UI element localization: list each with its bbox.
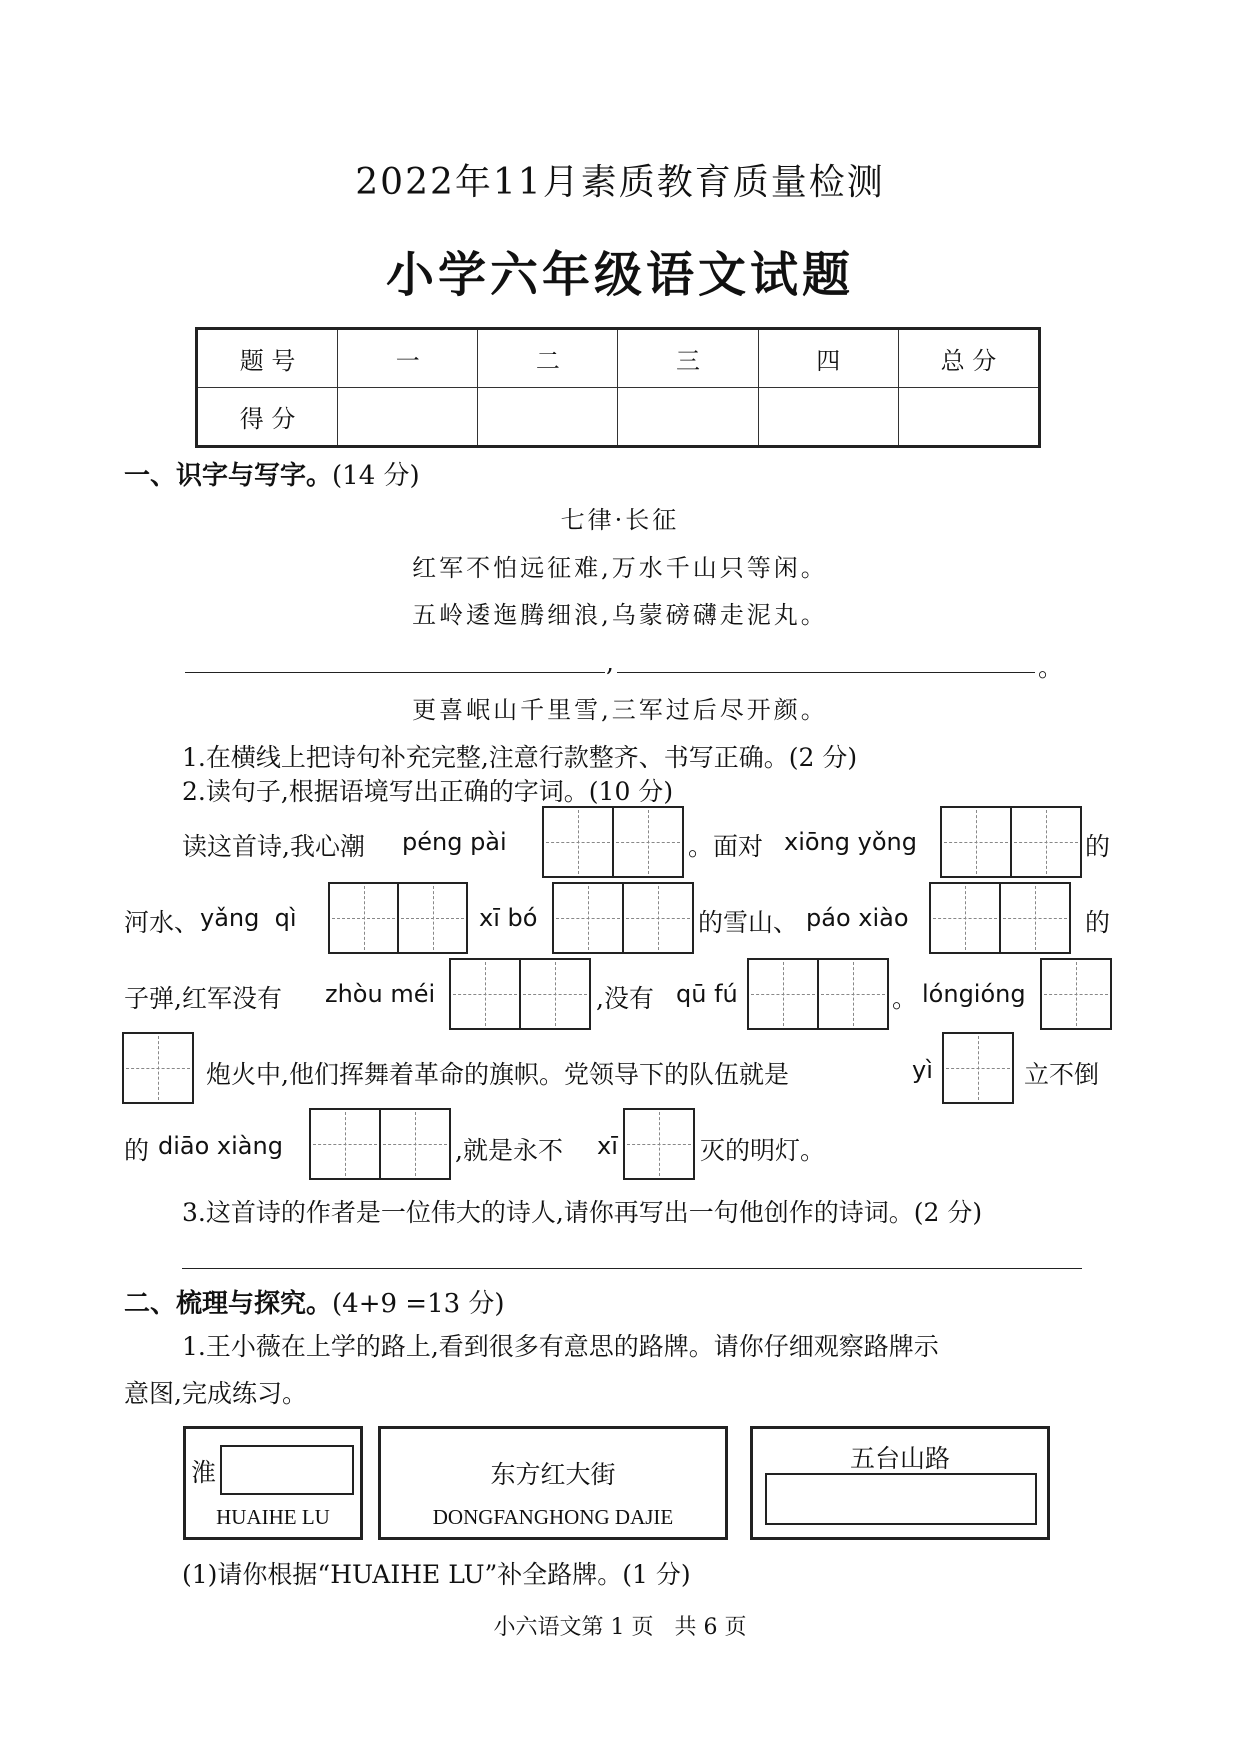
question-2-1-1: (1)请你根据“HUAIHE LU”补全路牌。(1 分): [182, 1560, 691, 1589]
pinyin-prompt: xī bó: [479, 904, 538, 932]
poem-title: 七律·长征: [560, 506, 680, 534]
score-header-cell: 总 分: [898, 329, 1039, 388]
sign-cn-text: 东方红大街: [490, 1460, 616, 1489]
passage-text: ,就是永不: [455, 1136, 563, 1165]
pinyin-prompt: lóngióng: [922, 980, 1026, 1008]
passage-text: 。面对: [688, 832, 764, 861]
answer-boxes[interactable]: [309, 1108, 451, 1180]
question-2-1-line2: 意图,完成练习。: [124, 1379, 307, 1408]
poem-blank-line-2[interactable]: [617, 672, 1035, 673]
score-table-header-row: [197, 329, 1040, 388]
exam-title: 2022年11月素质教育质量检测: [355, 162, 885, 203]
passage-text: ,没有: [596, 984, 654, 1013]
answer-boxes[interactable]: [449, 958, 591, 1030]
answer-boxes[interactable]: [552, 882, 694, 954]
score-table: [195, 327, 1041, 448]
passage-text: 子弹,红军没有: [124, 984, 282, 1013]
sign-cn-text: 五台山路: [849, 1444, 950, 1473]
passage-text: 立不倒: [1024, 1060, 1100, 1089]
poem-blank-comma: ,: [606, 648, 614, 677]
score-cell[interactable]: [618, 388, 758, 447]
sign-cn-text: 淮: [191, 1458, 217, 1487]
score-table-score-row: [197, 388, 1040, 447]
answer-box[interactable]: [1040, 958, 1112, 1030]
answer-boxes[interactable]: [747, 958, 889, 1030]
sign-fill-box[interactable]: [765, 1473, 1037, 1525]
poem-line-2: 五岭逶迤腾细浪,乌蒙磅礴走泥丸。: [412, 601, 828, 629]
passage-text: 的雪山、: [698, 908, 799, 937]
question-1-3: 3.这首诗的作者是一位伟大的诗人,请你再写出一句他创作的诗词。(2 分): [182, 1198, 983, 1227]
question-1-2: 2.读句子,根据语境写出正确的字词。(10 分): [182, 777, 674, 806]
pinyin-prompt: diāo xiàng: [158, 1132, 283, 1160]
road-sign-dongfanghong: [378, 1426, 728, 1540]
answer-boxes[interactable]: [328, 882, 468, 954]
road-sign-huaihe: [183, 1426, 363, 1540]
answer-box[interactable]: [623, 1108, 695, 1180]
passage-text: 读这首诗,我心潮: [182, 832, 365, 861]
answer-boxes[interactable]: [940, 806, 1082, 878]
passage-text: 灭的明灯。: [700, 1136, 826, 1165]
question-2-1-line1: 1.王小薇在上学的路上,看到很多有意思的路牌。请你仔细观察路牌示: [182, 1332, 939, 1361]
answer-boxes[interactable]: [929, 882, 1071, 954]
answer-box[interactable]: [942, 1032, 1014, 1104]
passage-text: 河水、: [124, 908, 200, 937]
score-header-cell: 四: [758, 329, 898, 388]
poem-line-4: 更喜岷山千里雪,三军过后尽开颜。: [412, 696, 828, 724]
score-header-cell: 三: [618, 329, 758, 388]
score-cell[interactable]: [338, 388, 478, 447]
question-1-1: 1.在横线上把诗句补充完整,注意行款整齐、书写正确。(2 分): [182, 743, 858, 772]
passage-text: 的: [1085, 832, 1111, 861]
pinyin-prompt: xiōng yǒng: [784, 828, 917, 856]
passage-text: 的: [1085, 908, 1111, 937]
pinyin-prompt: qū fú: [676, 980, 738, 1008]
poem-line-1: 红军不怕远征难,万水千山只等闲。: [412, 554, 828, 582]
section1-heading: 一、识字与写字。(14 分): [124, 461, 420, 491]
sign-en-text: HUAIHE LU: [216, 1505, 330, 1529]
page-footer: 小六语文第 1 页 共 6 页: [493, 1615, 747, 1640]
passage-text: 的: [124, 1136, 150, 1165]
answer-boxes[interactable]: [542, 806, 684, 878]
passage-text: 炮火中,他们挥舞着革命的旗帜。党领导下的队伍就是: [206, 1060, 789, 1089]
pinyin-prompt: xī: [597, 1132, 618, 1160]
pinyin-prompt: páo xiào: [806, 904, 909, 932]
score-cell[interactable]: [758, 388, 898, 447]
score-cell[interactable]: [478, 388, 618, 447]
road-sign-wutaishan: [750, 1426, 1050, 1540]
pinyin-prompt: yǎng qì: [200, 904, 297, 932]
poem-blank-period: 。: [1038, 653, 1064, 682]
score-row-label: 得 分: [197, 388, 338, 447]
score-header-cell: 题 号: [197, 329, 338, 388]
answer-line[interactable]: [182, 1268, 1082, 1269]
pinyin-prompt: péng pài: [402, 828, 507, 856]
pinyin-prompt: zhòu méi: [325, 980, 436, 1008]
sign-fill-box[interactable]: [220, 1445, 354, 1495]
poem-blank-line-1[interactable]: [185, 672, 605, 673]
exam-subtitle: 小学六年级语文试题: [385, 247, 854, 303]
section2-heading: 二、梳理与探究。(4+9 =13 分): [124, 1289, 505, 1319]
score-cell[interactable]: [898, 388, 1039, 447]
answer-box[interactable]: [122, 1032, 194, 1104]
pinyin-prompt: yì: [912, 1056, 933, 1084]
sign-en-text: DONGFANGHONG DAJIE: [432, 1505, 674, 1529]
score-header-cell: 一: [338, 329, 478, 388]
passage-text: 。: [892, 984, 918, 1013]
score-header-cell: 二: [478, 329, 618, 388]
